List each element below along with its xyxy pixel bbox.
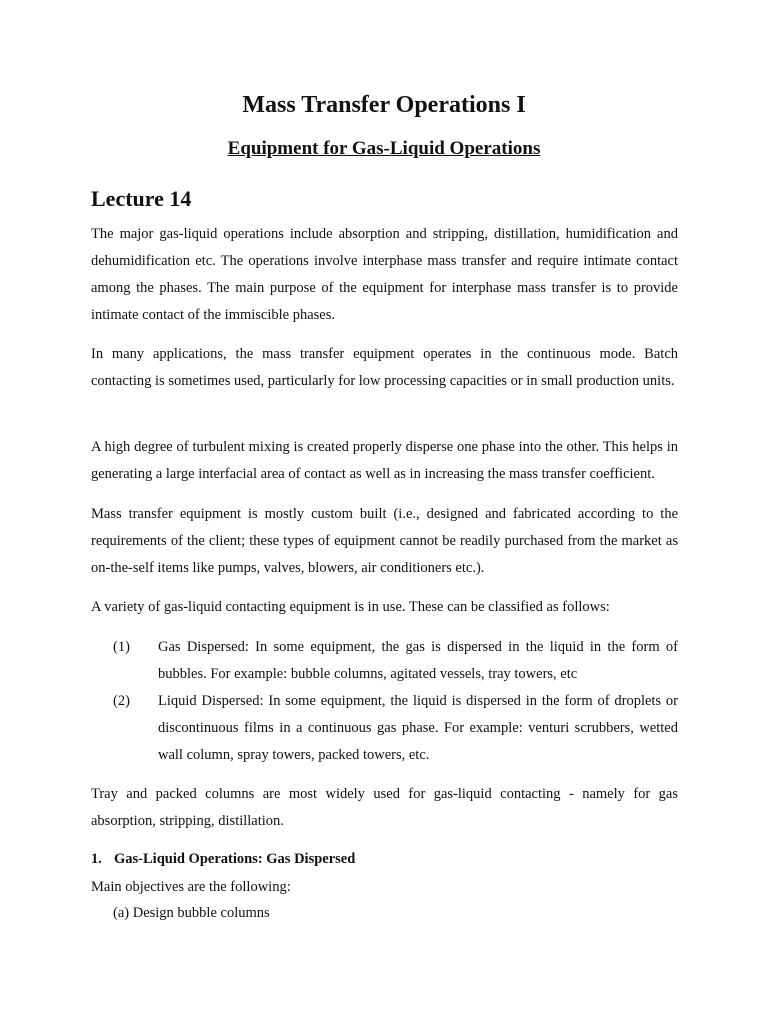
paragraph-continuous-mode: In many applications, the mass transfer equipment operates in the continuous mode. Batch contacting is sometimes used, particularly for low processing capacities or in small production units.: [91, 346, 678, 389]
paragraph-classification: A variety of gas-liquid contacting equipment is in use. These can be classified as follows:: [91, 599, 610, 615]
document-title: Mass Transfer Operations I: [242, 92, 526, 118]
section-number: 1.: [91, 851, 102, 867]
list-number: (2): [113, 693, 130, 709]
paragraph-turbulent-mixing: A high degree of turbulent mixing is created properly disperse one phase into the other. This helps in generating a large interfacial area of contact as well as in increasing the mass transfer coefficient.: [91, 439, 678, 482]
paragraph-tray-packed: Tray and packed columns are most widely used for gas-liquid contacting - namely for gas absorption, stripping, distillation.: [91, 786, 678, 829]
document-subtitle: Equipment for Gas-Liquid Operations: [227, 138, 541, 159]
list-item-liquid-dispersed: [91, 688, 678, 769]
section-title: Gas-Liquid Operations: Gas Dispersed: [114, 851, 356, 867]
list-item-gas-dispersed: [91, 634, 678, 688]
list-text: Liquid Dispersed: In some equipment, the liquid is dispersed in the form of droplets or discontinuous films in a continuous gas phase. For example: venturi scrubbers, wetted wall column, spray towers, packed towers, etc.: [158, 693, 678, 763]
objectives-intro: Main objectives are the following:: [91, 879, 291, 895]
list-number: (1): [113, 639, 130, 655]
section-heading: [91, 851, 355, 868]
paragraph-intro: The major gas-liquid operations include absorption and stripping, distillation, humidification and dehumidification etc. The operations involve interphase mass transfer and require intimate contact among the phases. The main purpose of the equipment for interphase mass transfer is to provide intimate contact of the immiscible phases.: [91, 226, 678, 323]
list-text: Gas Dispersed: In some equipment, the gas is dispersed in the liquid in the form of bubbles. For example: bubble columns, agitated vessels, tray towers, etc: [158, 639, 678, 682]
lecture-heading: Lecture 14: [91, 186, 192, 211]
paragraph-custom-built: Mass transfer equipment is mostly custom built (i.e., designed and fabricated according to the requirements of the client; these types of equipment cannot be readily purchased from the market as on-the-self items like pumps, valves, blowers, air conditioners etc.).: [91, 506, 678, 576]
objective-item: (a) Design bubble columns: [113, 905, 270, 921]
